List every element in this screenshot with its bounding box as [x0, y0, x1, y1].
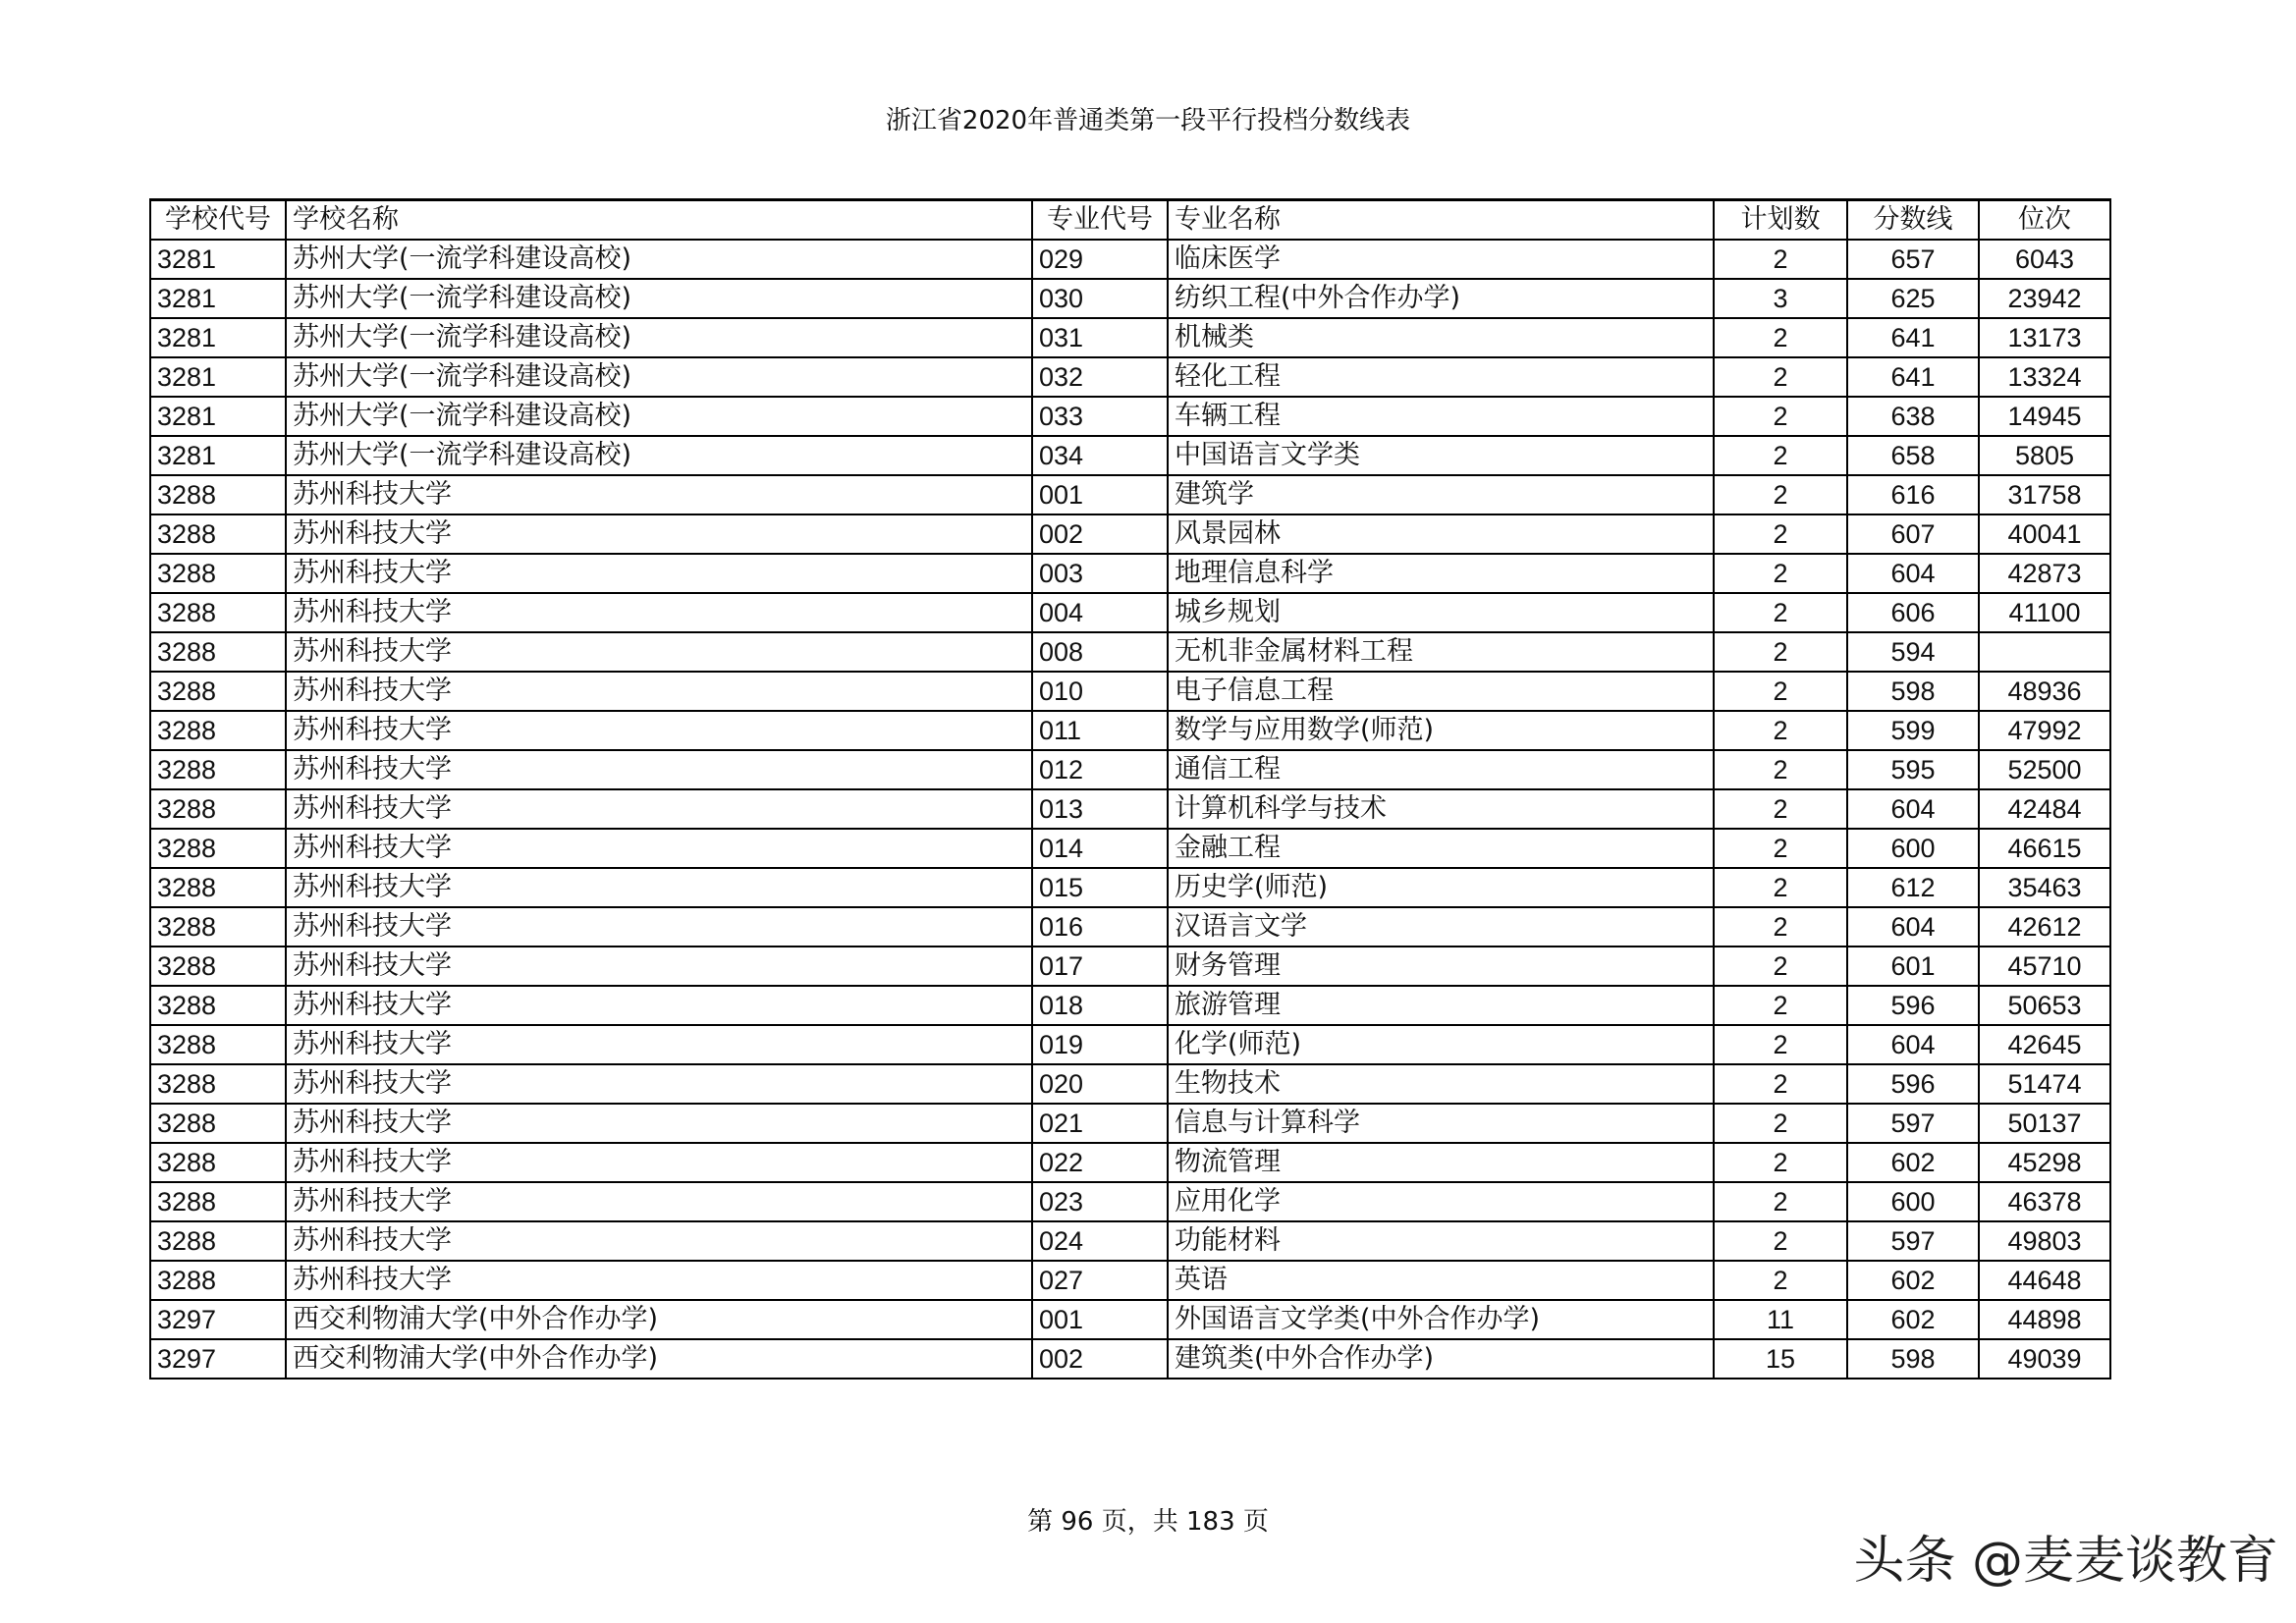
plan-count-cell: 2	[1714, 1064, 1847, 1104]
score-table	[149, 198, 2111, 1380]
table-header-row	[150, 200, 2110, 241]
major-name-cell: 中国语言文学类	[1168, 436, 1714, 475]
major-name-cell: 轻化工程	[1168, 357, 1714, 397]
major-code-cell: 011	[1032, 711, 1168, 750]
table-row	[150, 947, 2110, 986]
table-row	[150, 986, 2110, 1025]
table-row	[150, 907, 2110, 947]
major-name-cell: 外国语言文学类(中外合作办学)	[1168, 1300, 1714, 1339]
plan-count-cell: 2	[1714, 554, 1847, 593]
plan-count-cell: 3	[1714, 279, 1847, 318]
major-name-cell: 地理信息科学	[1168, 554, 1714, 593]
school-code-cell: 3288	[150, 986, 286, 1025]
score-line-cell: 596	[1847, 986, 1979, 1025]
school-code-cell: 3288	[150, 475, 286, 514]
major-code-cell: 019	[1032, 1025, 1168, 1064]
rank-cell: 45710	[1979, 947, 2110, 986]
plan-count-cell: 2	[1714, 711, 1847, 750]
score-line-cell: 602	[1847, 1143, 1979, 1182]
plan-count-cell: 2	[1714, 475, 1847, 514]
rank-cell: 6043	[1979, 240, 2110, 279]
major-name-cell: 历史学(师范)	[1168, 868, 1714, 907]
score-line-cell: 606	[1847, 593, 1979, 632]
table-row	[150, 397, 2110, 436]
school-code-cell: 3288	[150, 1025, 286, 1064]
major-code-cell: 031	[1032, 318, 1168, 357]
school-name-cell: 西交利物浦大学(中外合作办学)	[286, 1300, 1032, 1339]
table-row	[150, 1025, 2110, 1064]
school-name-cell: 苏州科技大学	[286, 829, 1032, 868]
plan-count-cell: 2	[1714, 1025, 1847, 1064]
table-row	[150, 1064, 2110, 1104]
school-name-cell: 苏州科技大学	[286, 750, 1032, 789]
rank-cell: 14945	[1979, 397, 2110, 436]
major-code-cell: 027	[1032, 1261, 1168, 1300]
rank-cell: 41100	[1979, 593, 2110, 632]
major-code-cell: 012	[1032, 750, 1168, 789]
table-row	[150, 318, 2110, 357]
school-code-cell: 3288	[150, 907, 286, 947]
major-code-cell: 001	[1032, 1300, 1168, 1339]
school-name-cell: 苏州科技大学	[286, 868, 1032, 907]
table-row	[150, 711, 2110, 750]
rank-cell: 46615	[1979, 829, 2110, 868]
school-name-cell: 苏州大学(一流学科建设高校)	[286, 279, 1032, 318]
school-code-cell: 3281	[150, 397, 286, 436]
rank-cell: 49039	[1979, 1339, 2110, 1379]
school-code-cell: 3288	[150, 672, 286, 711]
major-name-cell: 化学(师范)	[1168, 1025, 1714, 1064]
school-name-cell: 苏州科技大学	[286, 789, 1032, 829]
score-line-cell: 604	[1847, 1025, 1979, 1064]
score-line-cell: 616	[1847, 475, 1979, 514]
score-line-cell: 596	[1847, 1064, 1979, 1104]
major-code-cell: 034	[1032, 436, 1168, 475]
school-name-cell: 苏州科技大学	[286, 1143, 1032, 1182]
plan-count-cell: 2	[1714, 789, 1847, 829]
table-row	[150, 1143, 2110, 1182]
rank-cell: 42645	[1979, 1025, 2110, 1064]
table-row	[150, 357, 2110, 397]
table-row	[150, 475, 2110, 514]
rank-cell: 13324	[1979, 357, 2110, 397]
major-name-cell: 计算机科学与技术	[1168, 789, 1714, 829]
school-name-cell: 苏州科技大学	[286, 907, 1032, 947]
table-row	[150, 593, 2110, 632]
school-code-cell: 3288	[150, 947, 286, 986]
rank-cell: 44648	[1979, 1261, 2110, 1300]
rank-cell: 42612	[1979, 907, 2110, 947]
plan-count-cell: 2	[1714, 357, 1847, 397]
score-line-cell: 604	[1847, 907, 1979, 947]
school-name-cell: 苏州科技大学	[286, 1104, 1032, 1143]
school-code-cell: 3288	[150, 1261, 286, 1300]
plan-count-cell: 2	[1714, 907, 1847, 947]
major-name-cell: 车辆工程	[1168, 397, 1714, 436]
plan-count-cell: 2	[1714, 750, 1847, 789]
score-line-cell: 658	[1847, 436, 1979, 475]
major-name-cell: 英语	[1168, 1261, 1714, 1300]
school-name-cell: 苏州科技大学	[286, 1221, 1032, 1261]
school-name-cell: 苏州科技大学	[286, 514, 1032, 554]
school-code-cell: 3281	[150, 240, 286, 279]
major-code-cell: 020	[1032, 1064, 1168, 1104]
school-code-cell: 3288	[150, 1143, 286, 1182]
school-code-cell: 3288	[150, 554, 286, 593]
plan-count-cell: 2	[1714, 868, 1847, 907]
header-school-code: 学校代号	[150, 200, 286, 241]
score-line-cell: 600	[1847, 1182, 1979, 1221]
plan-count-cell: 2	[1714, 240, 1847, 279]
rank-cell: 44898	[1979, 1300, 2110, 1339]
major-code-cell: 004	[1032, 593, 1168, 632]
school-code-cell: 3288	[150, 514, 286, 554]
rank-cell	[1979, 632, 2110, 672]
rank-cell: 50137	[1979, 1104, 2110, 1143]
school-name-cell: 苏州大学(一流学科建设高校)	[286, 318, 1032, 357]
score-line-cell: 625	[1847, 279, 1979, 318]
school-name-cell: 西交利物浦大学(中外合作办学)	[286, 1339, 1032, 1379]
major-code-cell: 033	[1032, 397, 1168, 436]
major-name-cell: 旅游管理	[1168, 986, 1714, 1025]
school-name-cell: 苏州科技大学	[286, 1182, 1032, 1221]
major-code-cell: 024	[1032, 1221, 1168, 1261]
score-line-cell: 601	[1847, 947, 1979, 986]
plan-count-cell: 2	[1714, 1221, 1847, 1261]
major-code-cell: 015	[1032, 868, 1168, 907]
school-code-cell: 3281	[150, 318, 286, 357]
score-line-cell: 594	[1847, 632, 1979, 672]
school-code-cell: 3281	[150, 279, 286, 318]
major-name-cell: 金融工程	[1168, 829, 1714, 868]
school-name-cell: 苏州大学(一流学科建设高校)	[286, 397, 1032, 436]
school-name-cell: 苏州科技大学	[286, 1064, 1032, 1104]
school-code-cell: 3288	[150, 868, 286, 907]
rank-cell: 50653	[1979, 986, 2110, 1025]
school-code-cell: 3281	[150, 436, 286, 475]
table-row	[150, 868, 2110, 907]
school-name-cell: 苏州科技大学	[286, 554, 1032, 593]
plan-count-cell: 2	[1714, 436, 1847, 475]
score-line-cell: 602	[1847, 1261, 1979, 1300]
major-name-cell: 数学与应用数学(师范)	[1168, 711, 1714, 750]
plan-count-cell: 2	[1714, 947, 1847, 986]
school-name-cell: 苏州大学(一流学科建设高校)	[286, 240, 1032, 279]
plan-count-cell: 11	[1714, 1300, 1847, 1339]
rank-cell: 13173	[1979, 318, 2110, 357]
major-code-cell: 010	[1032, 672, 1168, 711]
major-code-cell: 029	[1032, 240, 1168, 279]
major-name-cell: 无机非金属材料工程	[1168, 632, 1714, 672]
table-row	[150, 1221, 2110, 1261]
score-line-cell: 602	[1847, 1300, 1979, 1339]
header-major-code: 专业代号	[1032, 200, 1168, 241]
rank-cell: 46378	[1979, 1182, 2110, 1221]
rank-cell: 51474	[1979, 1064, 2110, 1104]
score-line-cell: 641	[1847, 318, 1979, 357]
rank-cell: 31758	[1979, 475, 2110, 514]
plan-count-cell: 2	[1714, 986, 1847, 1025]
school-code-cell: 3288	[150, 1221, 286, 1261]
score-line-cell: 638	[1847, 397, 1979, 436]
school-code-cell: 3288	[150, 1182, 286, 1221]
major-code-cell: 014	[1032, 829, 1168, 868]
major-code-cell: 003	[1032, 554, 1168, 593]
school-name-cell: 苏州科技大学	[286, 593, 1032, 632]
plan-count-cell: 2	[1714, 397, 1847, 436]
major-name-cell: 建筑学	[1168, 475, 1714, 514]
table-row	[150, 1182, 2110, 1221]
plan-count-cell: 2	[1714, 829, 1847, 868]
school-code-cell: 3281	[150, 357, 286, 397]
school-code-cell: 3288	[150, 829, 286, 868]
major-code-cell: 018	[1032, 986, 1168, 1025]
major-name-cell: 电子信息工程	[1168, 672, 1714, 711]
table-row	[150, 789, 2110, 829]
major-code-cell: 017	[1032, 947, 1168, 986]
major-code-cell: 032	[1032, 357, 1168, 397]
score-line-cell: 641	[1847, 357, 1979, 397]
rank-cell: 42873	[1979, 554, 2110, 593]
score-line-cell: 612	[1847, 868, 1979, 907]
score-line-cell: 604	[1847, 554, 1979, 593]
table-row	[150, 279, 2110, 318]
rank-cell: 47992	[1979, 711, 2110, 750]
plan-count-cell: 2	[1714, 632, 1847, 672]
school-code-cell: 3297	[150, 1339, 286, 1379]
major-name-cell: 信息与计算科学	[1168, 1104, 1714, 1143]
plan-count-cell: 2	[1714, 1182, 1847, 1221]
major-code-cell: 013	[1032, 789, 1168, 829]
major-code-cell: 002	[1032, 1339, 1168, 1379]
major-name-cell: 纺织工程(中外合作办学)	[1168, 279, 1714, 318]
school-code-cell: 3288	[150, 593, 286, 632]
score-line-cell: 598	[1847, 1339, 1979, 1379]
major-name-cell: 财务管理	[1168, 947, 1714, 986]
score-line-cell: 600	[1847, 829, 1979, 868]
major-name-cell: 建筑类(中外合作办学)	[1168, 1339, 1714, 1379]
plan-count-cell: 2	[1714, 514, 1847, 554]
school-name-cell: 苏州科技大学	[286, 475, 1032, 514]
rank-cell: 45298	[1979, 1143, 2110, 1182]
major-name-cell: 临床医学	[1168, 240, 1714, 279]
plan-count-cell: 15	[1714, 1339, 1847, 1379]
school-name-cell: 苏州大学(一流学科建设高校)	[286, 357, 1032, 397]
major-name-cell: 机械类	[1168, 318, 1714, 357]
header-major-name: 专业名称	[1168, 200, 1714, 241]
header-score-line: 分数线	[1847, 200, 1979, 241]
school-name-cell: 苏州科技大学	[286, 1025, 1032, 1064]
score-line-cell: 607	[1847, 514, 1979, 554]
plan-count-cell: 2	[1714, 1261, 1847, 1300]
score-line-cell: 604	[1847, 789, 1979, 829]
major-name-cell: 功能材料	[1168, 1221, 1714, 1261]
table-row	[150, 672, 2110, 711]
major-code-cell: 001	[1032, 475, 1168, 514]
plan-count-cell: 2	[1714, 672, 1847, 711]
page-title: 浙江省2020年普通类第一段平行投档分数线表	[885, 106, 1411, 135]
score-line-cell: 597	[1847, 1221, 1979, 1261]
major-name-cell: 通信工程	[1168, 750, 1714, 789]
header-rank: 位次	[1979, 200, 2110, 241]
school-code-cell: 3288	[150, 789, 286, 829]
header-plan-count: 计划数	[1714, 200, 1847, 241]
table-row	[150, 240, 2110, 279]
major-name-cell: 汉语言文学	[1168, 907, 1714, 947]
major-name-cell: 应用化学	[1168, 1182, 1714, 1221]
plan-count-cell: 2	[1714, 318, 1847, 357]
major-name-cell: 城乡规划	[1168, 593, 1714, 632]
table-row	[150, 750, 2110, 789]
table-row	[150, 829, 2110, 868]
school-name-cell: 苏州科技大学	[286, 711, 1032, 750]
major-code-cell: 016	[1032, 907, 1168, 947]
school-name-cell: 苏州科技大学	[286, 947, 1032, 986]
major-code-cell: 022	[1032, 1143, 1168, 1182]
rank-cell: 42484	[1979, 789, 2110, 829]
table-row	[150, 1300, 2110, 1339]
score-line-cell: 597	[1847, 1104, 1979, 1143]
page-footer: 第 96 页，共 183 页	[1027, 1507, 1269, 1537]
rank-cell: 52500	[1979, 750, 2110, 789]
school-name-cell: 苏州科技大学	[286, 1261, 1032, 1300]
rank-cell: 40041	[1979, 514, 2110, 554]
table-row	[150, 1104, 2110, 1143]
score-line-cell: 657	[1847, 240, 1979, 279]
header-school-name: 学校名称	[286, 200, 1032, 241]
table-row	[150, 436, 2110, 475]
school-code-cell: 3288	[150, 1064, 286, 1104]
major-code-cell: 002	[1032, 514, 1168, 554]
major-code-cell: 021	[1032, 1104, 1168, 1143]
score-line-cell: 599	[1847, 711, 1979, 750]
score-line-cell: 598	[1847, 672, 1979, 711]
major-code-cell: 023	[1032, 1182, 1168, 1221]
rank-cell: 5805	[1979, 436, 2110, 475]
school-code-cell: 3288	[150, 1104, 286, 1143]
table-row	[150, 554, 2110, 593]
watermark: 头条 @麦麦谈教育	[1853, 1532, 2278, 1591]
table-row	[150, 1339, 2110, 1379]
plan-count-cell: 2	[1714, 1143, 1847, 1182]
rank-cell: 35463	[1979, 868, 2110, 907]
rank-cell: 49803	[1979, 1221, 2110, 1261]
school-code-cell: 3288	[150, 750, 286, 789]
major-name-cell: 风景园林	[1168, 514, 1714, 554]
major-code-cell: 008	[1032, 632, 1168, 672]
rank-cell: 48936	[1979, 672, 2110, 711]
table-body	[150, 240, 2110, 1379]
school-code-cell: 3297	[150, 1300, 286, 1339]
school-code-cell: 3288	[150, 632, 286, 672]
plan-count-cell: 2	[1714, 593, 1847, 632]
plan-count-cell: 2	[1714, 1104, 1847, 1143]
table-row	[150, 632, 2110, 672]
school-name-cell: 苏州科技大学	[286, 632, 1032, 672]
table-row	[150, 514, 2110, 554]
major-code-cell: 030	[1032, 279, 1168, 318]
school-name-cell: 苏州大学(一流学科建设高校)	[286, 436, 1032, 475]
table-row	[150, 1261, 2110, 1300]
school-name-cell: 苏州科技大学	[286, 672, 1032, 711]
major-name-cell: 物流管理	[1168, 1143, 1714, 1182]
rank-cell: 23942	[1979, 279, 2110, 318]
school-code-cell: 3288	[150, 711, 286, 750]
school-name-cell: 苏州科技大学	[286, 986, 1032, 1025]
score-line-cell: 595	[1847, 750, 1979, 789]
major-name-cell: 生物技术	[1168, 1064, 1714, 1104]
